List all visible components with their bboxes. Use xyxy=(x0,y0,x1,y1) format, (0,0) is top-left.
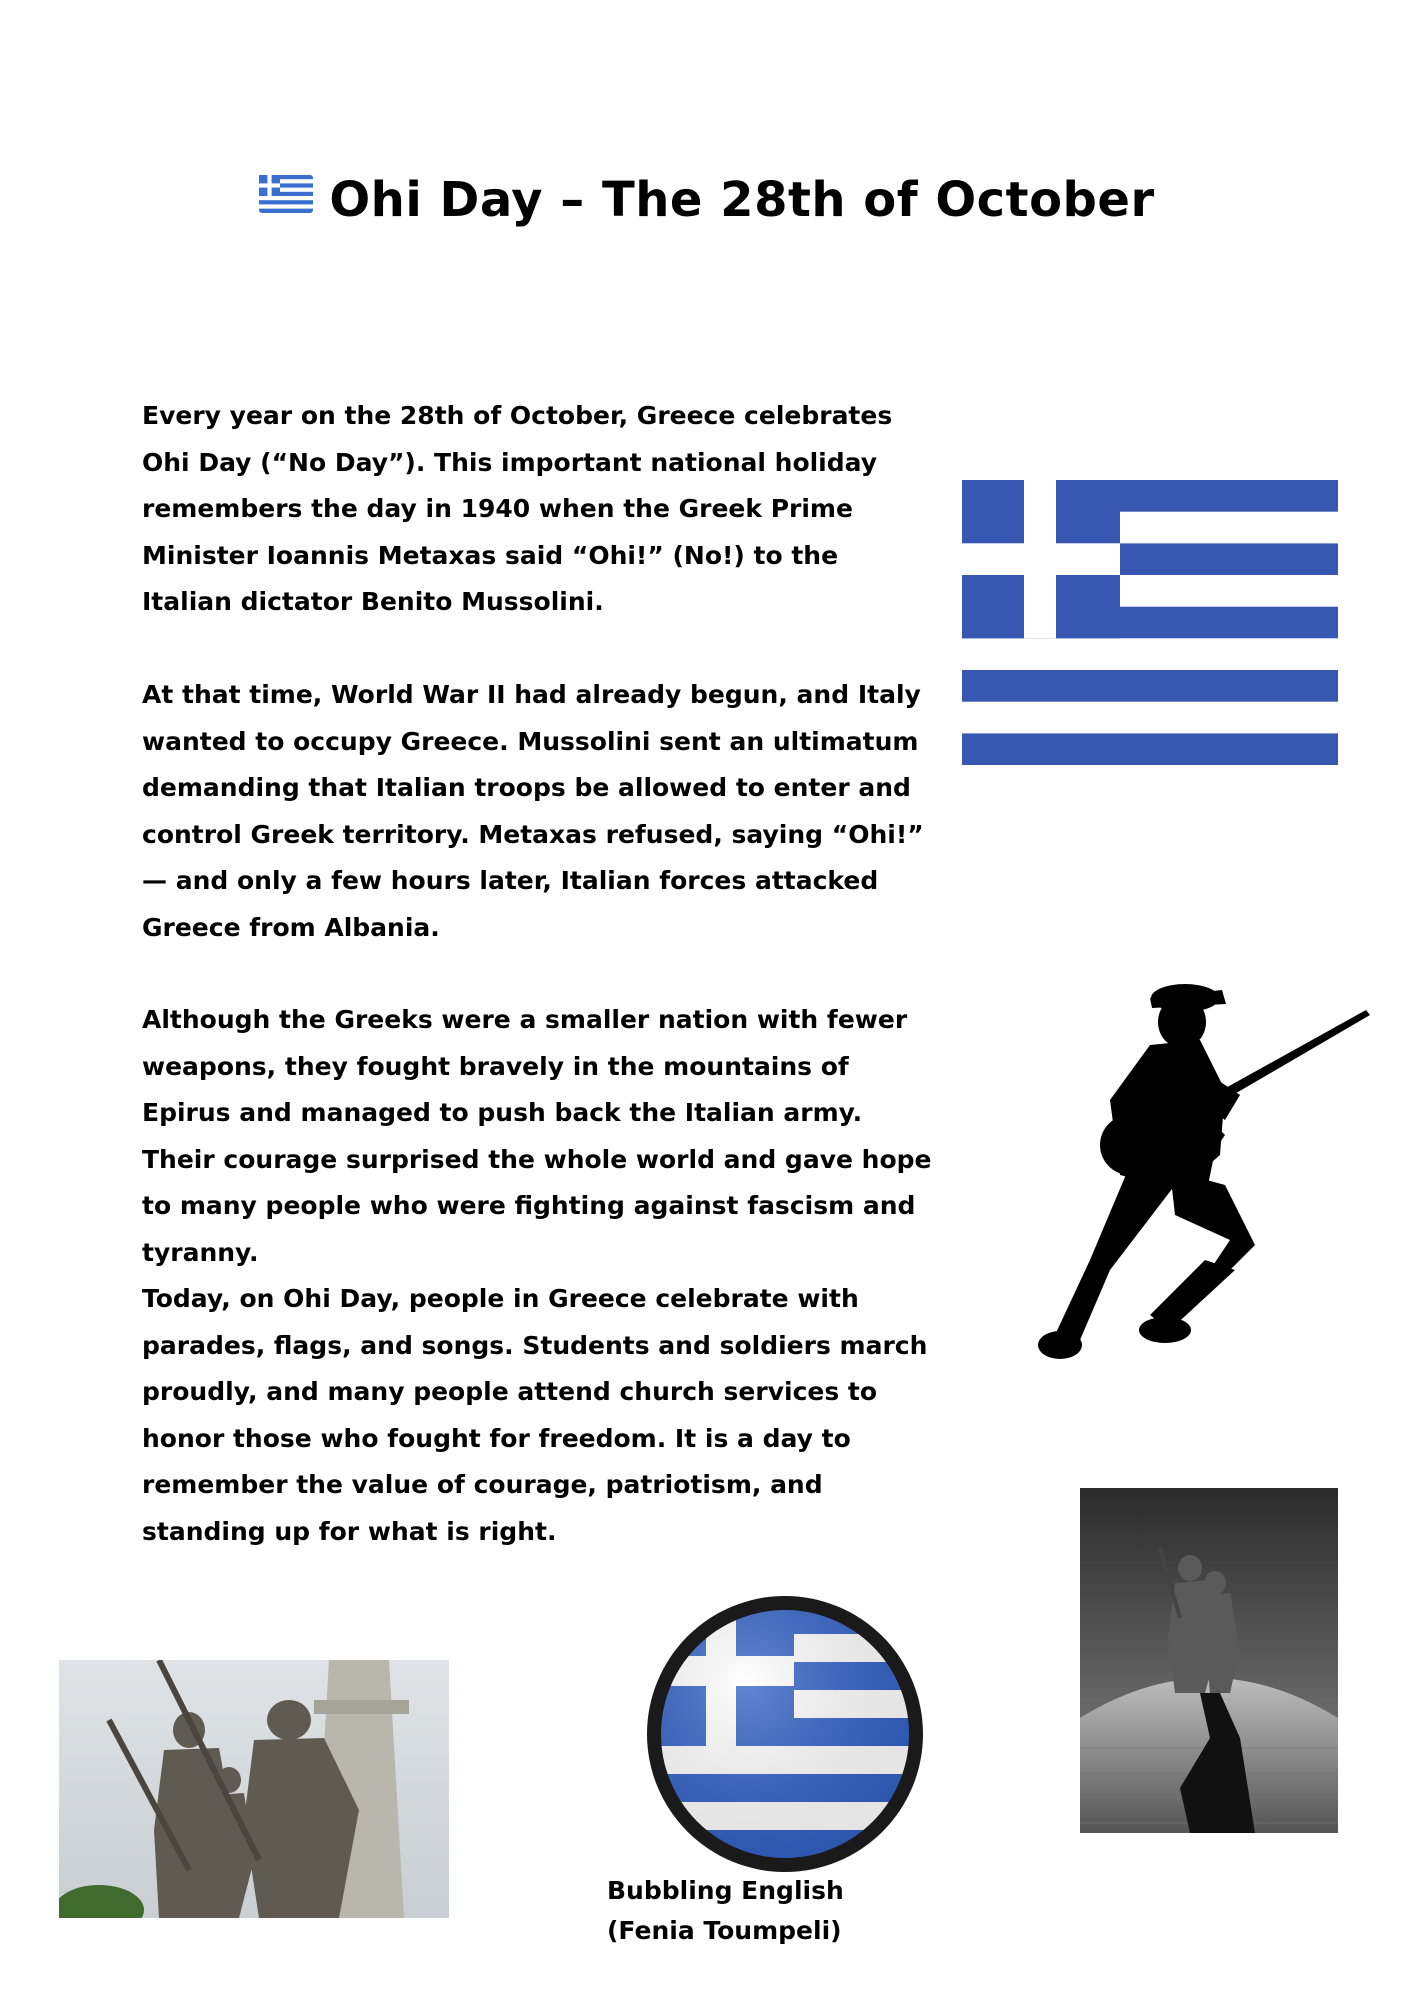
credit-name: Bubbling English xyxy=(607,1876,844,1905)
monument-statue-photo xyxy=(1080,1488,1338,1833)
flag-badge-image xyxy=(646,1595,924,1873)
paragraph-courage: Although the Greeks were a smaller nation with fewer weapons, they fought bravely in the mountains of Epirus and managed to push back the Italian army. Their courage surprised the whole world and gave hope to many people who were fighting against fascism and tyranny. xyxy=(142,1005,932,1267)
greek-flag-icon xyxy=(259,169,313,225)
title-text: Ohi Day – The 28th of October xyxy=(329,172,1155,228)
credit-author: (Fenia Toumpeli) xyxy=(607,1916,842,1945)
paragraph-history: At that time, World War II had already begun, and Italy wanted to occupy Greece. Mussolini sent an ultimatum demanding that Italian troops be allowed to enter and control Greek territory. Metaxas refused, saying “Ohi!” — and only a few hours later, Italian forces attacked Greece from Albania. xyxy=(142,680,924,942)
greek-flag-image xyxy=(962,480,1338,765)
monument-soldiers-photo xyxy=(59,1660,449,1918)
soldier-silhouette-image xyxy=(1010,970,1375,1370)
paragraph-today: Today, on Ohi Day, people in Greece celebrate with parades, flags, and songs. Students and soldiers march proudly, and many people attend church services to honor those who fought for freedom. It is a day to remember the value of courage, patriotism, and standing up for what is right. xyxy=(142,1284,928,1546)
paragraph-intro: Every year on the 28th of October, Greece celebrates Ohi Day (“No Day”). This important national holiday remembers the day in 1940 when the Greek Prime Minister Ioannis Metaxas said “Ohi!” (No!) to the Italian dictator Benito Mussolini. xyxy=(142,401,893,616)
page-title xyxy=(0,172,1414,231)
